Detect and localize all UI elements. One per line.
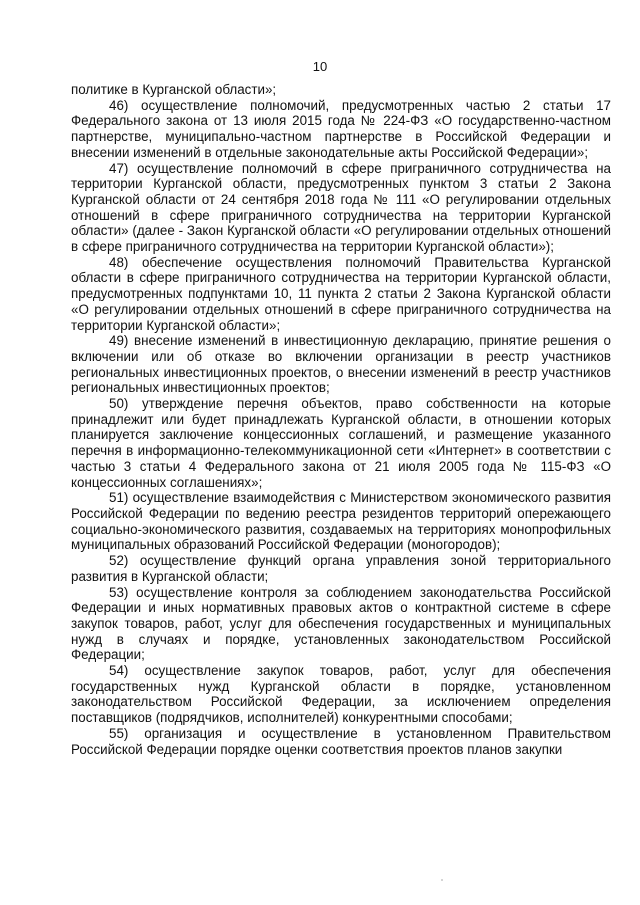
document-body xyxy=(71,82,611,757)
paragraph-continuation: политике в Курганской области»; xyxy=(71,82,277,97)
paragraph-46: 46) осуществление полномочий, предусмотренных частью 2 статьи 17 Федерального закона от 13 июля 2015 года № 224-ФЗ «О государственно-частном партнерстве, муниципально-частном партнерстве в Российской Федерации и внесении изменений в отдельные законодательные акты Российской Федерации»; xyxy=(71,97,611,160)
paragraph-55: 55) организация и осуществление в установленном Правительством Российской Федерации порядке оценки соответствия проектов планов закупки xyxy=(71,725,611,757)
paragraph-52: 52) осуществление функций органа управления зоной территориального развития в Курганской области; xyxy=(71,553,611,584)
paragraph-48: 48) обеспечение осуществления полномочий Правительства Курганской области в сфере приграничного сотрудничества на территории Курганской области, предусмотренных подпунктами 10, 11 пункта 2 статьи 2 Закона Курганской области «О регулировании отдельных отношений в сфере приграничного сотрудничества на территории Курганской области»; xyxy=(71,254,611,333)
paragraph-47: 47) осуществление полномочий в сфере приграничного сотрудничества на территории Курганской области, предусмотренных пунктом 3 статьи 2 Закона Курганской области от 24 сентября 2018 года № 111 «О регулировании отдельных отношений в сфере приграничного сотрудничества на территории Курганской области» (далее - Закон Курганской области «О регулировании отдельных отношений в сфере приграничного сотрудничества на территории Курганской области»); xyxy=(71,160,611,255)
paragraph-53: 53) осуществление контроля за соблюдением законодательства Российской Федерации и иных нормативных правовых актов о контрактной системе в сфере закупок товаров, работ, услуг для обеспечения государственных и муниципальных нужд в случаях и порядке, установленных законодательством Российской Федерации; xyxy=(71,584,611,663)
paragraph-51: 51) осуществление взаимодействия с Министерством экономического развития Российской Федерации по ведению реестра резидентов территорий опережающего социально-экономического развития, создаваемых на территориях монопрофильных муниципальных образований Российской Федерации (моногородов); xyxy=(71,490,611,553)
page-number: 10 xyxy=(312,59,328,74)
paragraph-49: 49) внесение изменений в инвестиционную декларацию, принятие решения о включении или об отказе во включении организации в реестр участников региональных инвестиционных проектов, о внесении изменений в реестр участников региональных инвестиционных проектов; xyxy=(71,333,611,396)
paragraph-54: 54) осуществление закупок товаров, работ, услуг для обеспечения государственных нужд Курганской области в порядке, установленном законодательством Российской Федерации, за исключением определения поставщиков (подрядчиков, исполнителей) конкурентными способами; xyxy=(71,663,611,726)
scan-speck xyxy=(441,879,443,881)
paragraph-50: 50) утверждение перечня объектов, право собственности на которые принадлежит или будет принадлежать Курганской области, в отношении которых планируется заключение концессионных соглашений, и размещение указанного перечня в информационно-телекоммуникационной сети «Интернет» в соответствии с частью 3 статьи 4 Федерального закона от 21 июля 2005 года № 115-ФЗ «О концессионных соглашениях»; xyxy=(71,396,611,490)
